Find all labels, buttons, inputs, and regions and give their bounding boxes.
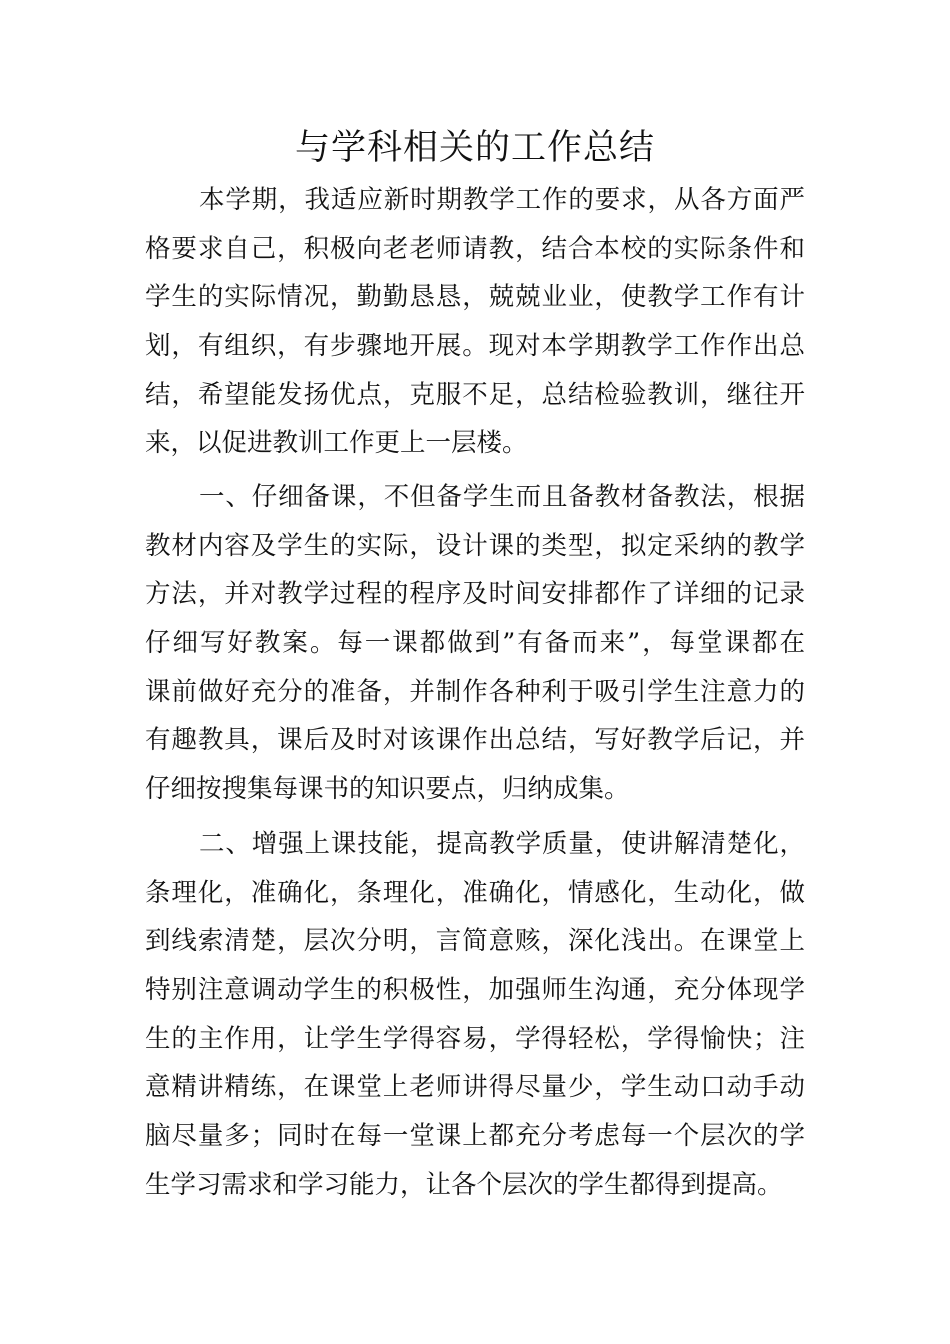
paragraph-intro: [145, 176, 805, 468]
text-line: 仔细写好教案。每一课都做到”有备而来”，每堂课都在: [145, 628, 805, 659]
text-line: 到线索清楚，层次分明，言简意赅，深化浅出。在课堂上: [145, 926, 805, 957]
paragraph-teaching-skills: [145, 820, 805, 1210]
text-line: 一、仔细备课，不但备学生而且备教材备教法，根据: [199, 482, 805, 512]
text-line: 条理化，准确化，条理化，准确化，情感化，生动化，做: [145, 877, 805, 908]
text-line: 来，以促进教训工作更上一层楼。: [145, 428, 528, 459]
text-line: 教材内容及学生的实际，设计课的类型，拟定采纳的教学: [145, 530, 805, 561]
text-line: 本学期，我适应新时期教学工作的要求，从各方面严: [199, 185, 805, 215]
text-line: 划，有组织，有步骤地开展。现对本学期教学工作作出总: [145, 331, 805, 362]
text-line: 方法，并对教学过程的程序及时间安排都作了详细的记录: [145, 579, 805, 610]
text-line: 生的主作用，让学生学得容易，学得轻松，学得愉快；注: [145, 1023, 805, 1054]
paragraph-lesson-prep: [145, 473, 805, 814]
text-line: 学生的实际情况，勤勤恳恳，兢兢业业，使教学工作有计: [145, 282, 805, 313]
text-line: 有趣教具，课后及时对该课作出总结，写好教学后记，并: [145, 725, 805, 756]
text-line: 脑尽量多；同时在每一堂课上都充分考虑每一个层次的学: [145, 1121, 805, 1152]
text-line: 二、增强上课技能，提高教学质量，使讲解清楚化，: [199, 829, 805, 859]
document-title: 与学科相关的工作总结: [294, 128, 655, 168]
text-line: 仔细按搜集每课书的知识要点，归纳成集。: [145, 774, 630, 805]
text-line: 生学习需求和学习能力，让各个层次的学生都得到提高。: [145, 1169, 783, 1200]
text-line: 结，希望能发扬优点，克服不足，总结检验教训，继往开: [145, 379, 805, 410]
text-line: 意精讲精练，在课堂上老师讲得尽量少，学生动口动手动: [145, 1072, 805, 1103]
text-line: 特别注意调动学生的积极性，加强师生沟通，充分体现学: [145, 975, 805, 1006]
text-line: 课前做好充分的准备，并制作各种利于吸引学生注意力的: [145, 676, 805, 707]
text-line: 格要求自己，积极向老老师请教，结合本校的实际条件和: [145, 233, 805, 264]
